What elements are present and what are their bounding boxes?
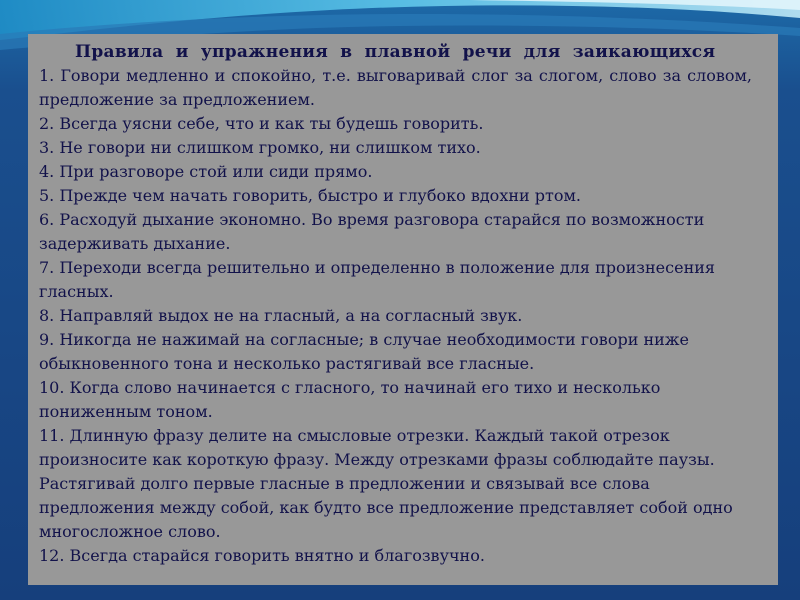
- rule-item: 1. Говори медленно и спокойно, т.е. выговаривай слог за слогом, слово за словом, предложение за предложением.: [39, 66, 752, 109]
- rule-item: 6. Расходуй дыхание экономно. Во время разговора старайся по возможности задерживать дыхание.: [39, 210, 705, 253]
- rule-item: 10. Когда слово начинается с гласного, то начинай его тихо и несколько пониженным тоном.: [39, 378, 661, 421]
- rule-item: 5. Прежде чем начать говорить, быстро и глубоко вдохни ртом.: [39, 186, 582, 205]
- rule-item: 9. Никогда не нажимай на согласные; в случае необходимости говори ниже обыкновенного тона и несколько растягивай все гласные.: [39, 330, 689, 373]
- rule-item: 8. Направляй выдох не на гласный, а на согласный звук.: [39, 306, 523, 325]
- text-panel: [28, 34, 778, 585]
- rules-list: [39, 64, 752, 568]
- document-title: Правила и упражнения в плавной речи для заикающихся: [75, 42, 716, 62]
- rule-item: 4. При разговоре стой или сиди прямо.: [39, 162, 373, 181]
- rule-item: 7. Переходи всегда решительно и определенно в положение для произнесения гласных.: [39, 258, 715, 301]
- rule-item: 12. Всегда старайся говорить внятно и благозвучно.: [39, 546, 485, 565]
- rule-item: 11. Длинную фразу делите на смысловые отрезки. Каждый такой отрезок произносите как короткую фразу. Между отрезками фразы соблюдайте паузы. Растягивай долго первые гласные в предложении и связывай все слова предложения между собой, как будто все предложение представляет собой одно многосложное слово.: [39, 426, 733, 541]
- rule-item: 3. Не говори ни слишком громко, ни слишком тихо.: [39, 138, 481, 157]
- rule-item: 2. Всегда уясни себе, что и как ты будешь говорить.: [39, 114, 484, 133]
